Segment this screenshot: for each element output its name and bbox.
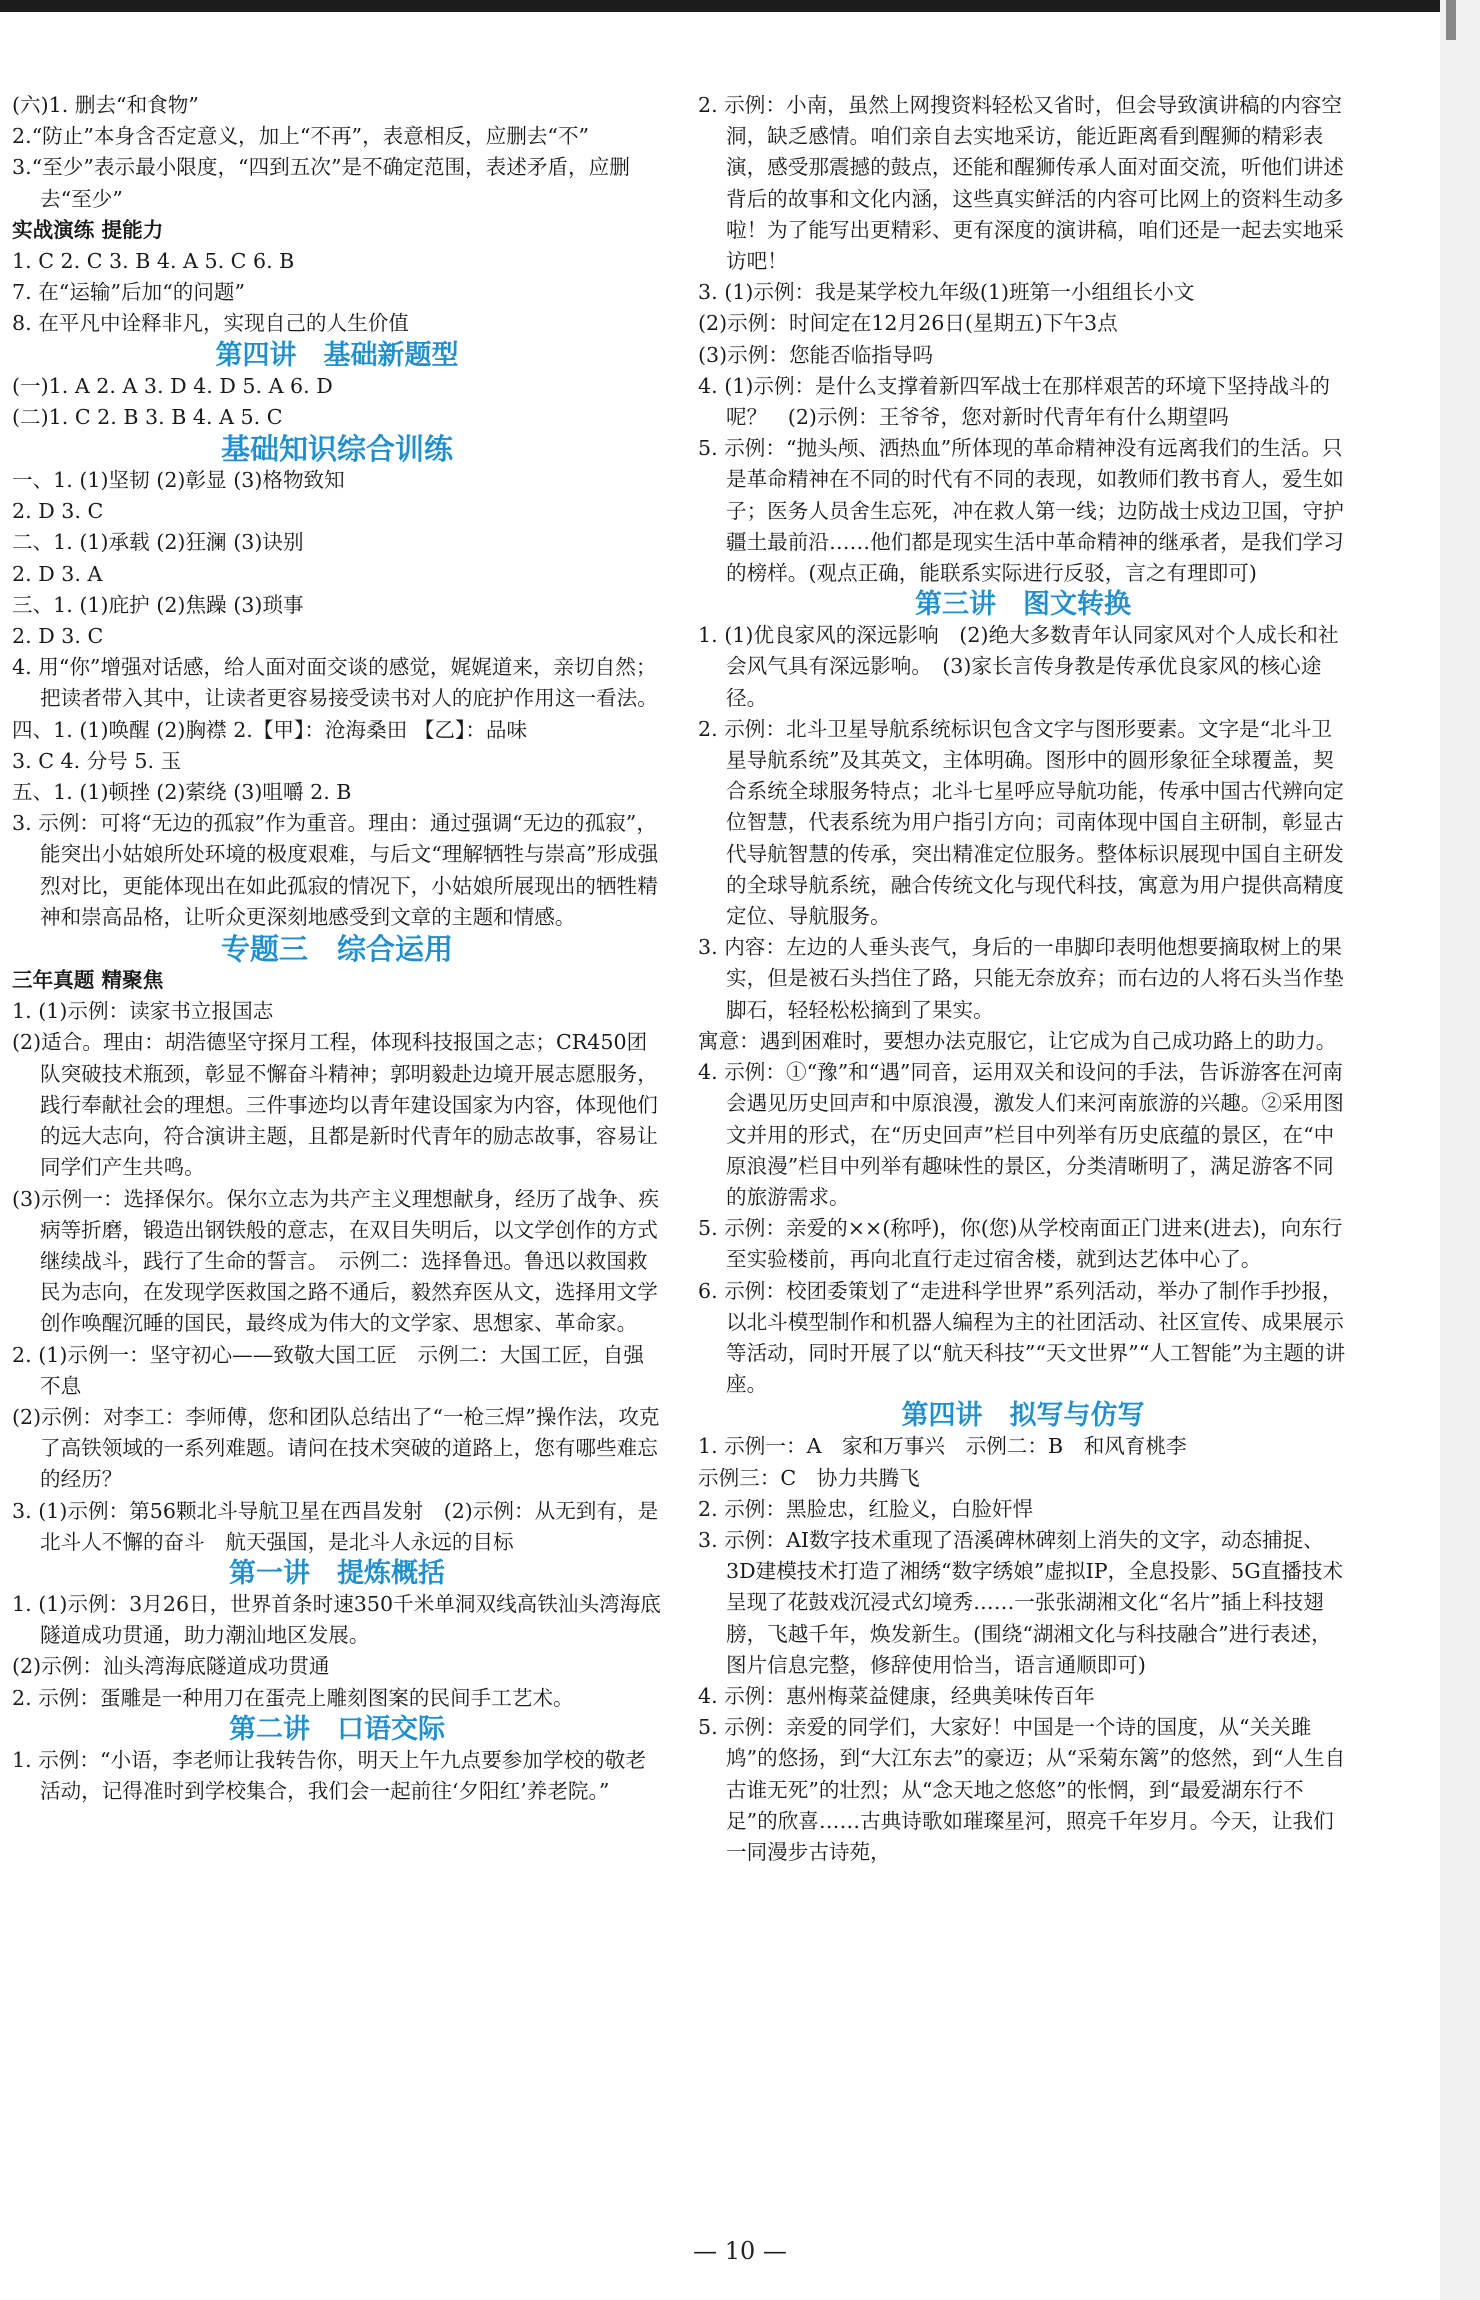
answer-line: 五、1. (1)顿挫 (2)萦绕 (3)咀嚼 2. B [12,780,352,805]
answer-line: 2. 示例：小南，虽然上网搜资料轻松又省时，但会导致演讲稿的内容空洞，缺乏感情。咱们亲自去实地采访，能近距离看到醒狮的精彩表演，感受那震撼的鼓点，还能和醒狮传承人面对面交流，听他们讲述背后的故事和文化内涵，这些真实鲜活的内容可比网上的资料生动多啦！为了能写出更精彩、更有深度的演讲稿，咱们还是一起去实地采访吧！ [698,93,1344,274]
answer-line: 6. 示例：校团委策划了“走进科学世界”系列活动，举办了制作手抄报，以北斗模型制作和机器人编程为主的社团活动、社区宣传、成果展示等活动，同时开展了以“航天科技”“天文世界”“人工智能”为主题的讲座。 [698,1278,1346,1397]
answer-line: 1. 示例一：A 家和万事兴 示例二：B 和风育桃李 [698,1434,1187,1459]
section-heading: 第三讲 图文转换 [915,589,1131,621]
answer-line: (2)示例：对李工：李师傅，您和团队总结出了“一枪三焊”操作法，攻克了高铁领域的一系列难题。请问在技术突破的道路上，您有哪些难忘的经历？ [12,1404,660,1492]
page-number: — 10 — [693,2237,787,2265]
answer-line: (2)示例：时间定在12月26日(星期五)下午3点 [698,311,1118,336]
edge-mark [1446,0,1456,40]
answer-line: 2. D 3. C [12,499,104,524]
answer-line: 5. 示例：亲爱的××(称呼)，你(您)从学校南面正门进来(进去)，向东行至实验楼前，再向北直行走过宿舍楼，就到达艺体中心了。 [698,1216,1343,1272]
subsection-heading: 三年真题 精聚焦 [12,968,164,993]
answer-line: 3. (1)示例：第56颗北斗导航卫星在西昌发射 (2)示例：从无到有，是北斗人不懈的奋斗 航天强国，是北斗人永远的目标 [12,1498,659,1554]
answer-line: 5. 示例：“抛头颅、洒热血”所体现的革命精神没有远离我们的生活。只是革命精神在不同的时代有不同的表现，如教师们教书育人，爱生如子；医务人员舍生忘死，冲在救人第一线；边防战士戍边卫国，守护疆土最前沿……他们都是现实生活中革命精神的继承者，是我们学习的榜样。(观点正确，能联系实际进行反驳，言之有理即可) [698,436,1344,586]
answer-line: 4. 示例：①“豫”和“遇”同音，运用双关和设问的手法，告诉游客在河南会遇见历史回声和中原浪漫，激发人们来河南旅游的兴趣。②采用图文并用的形式，在“历史回声”栏目中列举有历史底蕴的景区，在“中原浪漫”栏目中列举有趣味性的景区，分类清晰明了，满足游客不同的旅游需求。 [698,1060,1344,1209]
section-heading: 第一讲 提炼概括 [229,1557,445,1589]
answer-line: 三、1. (1)庇护 (2)焦躁 (3)琐事 [12,592,304,617]
answer-line: 3. 示例：可将“无边的孤寂”作为重音。理由：通过强调“无边的孤寂”，能突出小姑娘所处环境的极度艰难，与后文“理解牺牲与崇高”形成强烈对比，更能体现出在如此孤寂的情况下，小姑娘所展现出的牺牲精神和崇高品格，让听众更深刻地感受到文章的主题和情感。 [12,811,659,929]
left-column [12,90,662,1807]
answer-line: 2. 示例：蛋雕是一种用刀在蛋壳上雕刻图案的民间手工艺术。 [12,1685,574,1710]
answer-line: 3. 示例：AI数字技术重现了浯溪碑林碑刻上消失的文字，动态捕捉、3D建模技术打造了湘绣“数字绣娘”虚拟IP，全息投影、5G直播技术呈现了花鼓戏沉浸式幻境秀……一张张湖湘文化“名片”插上科技翅膀，飞越千年，焕发新生。(围绕“湖湘文化与科技融合”进行表述，图片信息完整，修辞使用恰当，语言通顺即可) [698,1527,1344,1677]
answer-line: 1. (1)优良家风的深远影响 (2)绝大多数青年认同家风对个人成长和社会风气具有深远影响。 (3)家长言传身教是传承优良家风的核心途径。 [698,623,1339,710]
answer-line: 3. (1)示例：我是某学校九年级(1)班第一小组组长小文 [698,280,1195,305]
right-column [698,90,1348,1868]
answer-line: 示例三：C 协力共腾飞 [698,1465,920,1490]
section-heading: 专题三 综合运用 [220,932,453,967]
answer-line: (2)示例：汕头湾海底隧道成功贯通 [12,1654,330,1679]
page-edge [1440,0,1480,2300]
section-heading: 基础知识综合训练 [220,432,453,467]
subsection-heading: 实战演练 提能力 [12,217,164,242]
answer-line: (2)适合。理由：胡浩德坚守探月工程，体现科技报国之志；CR450团队突破技术瓶颈，彰显不懈奋斗精神；郭明毅赴边境开展志愿服务，践行奉献社会的理想。三件事迹均以青年建设国家为内容，体现他们的远大志向，符合演讲主题，且都是新时代青年的励志故事，容易让同学们产生共鸣。 [12,1030,658,1180]
answer-line: 2. D 3. A [12,561,103,586]
answer-line: 1. C 2. C 3. B 4. A 5. C 6. B [12,249,295,274]
section-heading: 第四讲 拟写与仿写 [901,1400,1145,1432]
top-rule [0,0,1440,12]
answer-line: 1. (1)示例：读家书立报国志 [12,999,274,1024]
answer-line: 1. (1)示例：3月26日，世界首条时速350千米单洞双线高铁汕头湾海底隧道成功贯通，助力潮汕地区发展。 [12,1591,661,1648]
answer-line: 二、1. (1)承载 (2)狂澜 (3)诀别 [12,530,304,555]
answer-line: 3. 内容：左边的人垂头丧气，身后的一串脚印表明他想要摘取树上的果实，但是被石头挡住了路，只能无奈放弃；而右边的人将石头当作垫脚石，轻轻松松摘到了果实。 [698,935,1344,1022]
answer-line: (二)1. C 2. B 3. B 4. A 5. C [12,404,283,429]
section-heading: 第二讲 口语交际 [229,1713,445,1745]
answer-line: (一)1. A 2. A 3. D 4. D 5. A 6. D [12,373,333,398]
answer-line: (3)示例一：选择保尔。保尔立志为共产主义理想献身，经历了战争、疾病等折磨，锻造出钢铁般的意志，在双目失明后，以文学创作的方式继续战斗，践行了生命的誓言。 示例二：选择鲁迅。鲁迅以救国救民为志向，在发现学医救国之路不通后，毅然弃医从文，选择用文学创作唤醒沉睡的国民，最终成为伟大的文学家、思想家、革命家。 [12,1186,659,1336]
answer-line: 2. (1)示例一：坚守初心——致敬大国工匠 示例二：大国工匠，自强不息 [12,1342,644,1398]
answer-line: 8. 在平凡中诠释非凡，实现自己的人生价值 [12,311,409,336]
answer-line: 3.“至少”表示最小限度，“四到五次”是不确定范围，表述矛盾，应删去“至少” [12,155,630,211]
answer-line: 2. 示例：北斗卫星导航系统标识包含文字与图形要素。文字是“北斗卫星导航系统”及其英文，主体明确。图形中的圆形象征全球覆盖，契合系统全球服务特点；北斗七星呼应导航功能，传承中国古代辨向定位智慧，代表系统为用户指引方向；司南体现中国自主研制，彰显古代导航智慧的传承，突出精准定位服务。整体标识展现中国自主研发的全球导航系统，融合传统文化与现代科技，寓意为用户提供高精度定位、导航服务。 [698,716,1344,929]
answer-line: 4. (1)示例：是什么支撑着新四军战士在那样艰苦的环境下坚持战斗的呢？ (2)示例：王爷爷，您对新时代青年有什么期望吗 [698,373,1330,430]
answer-line: (3)示例：您能否临指导吗 [698,342,934,367]
answer-line: 4. 用“你”增强对话感，给人面对面交谈的感觉，娓娓道来，亲切自然；把读者带入其中，让读者更容易接受读书对人的庇护作用这一看法。 [12,655,658,711]
answer-line: 7. 在“运输”后加“的问题” [12,280,246,305]
answer-line: 一、1. (1)坚韧 (2)彰显 (3)格物致知 [12,468,345,493]
answer-line: 4. 示例：惠州梅菜益健康，经典美味传百年 [698,1683,1095,1708]
answer-line: 5. 示例：亲爱的同学们，大家好！中国是一个诗的国度，从“关关雎鸠”的悠扬，到“大江东去”的豪迈；从“采菊东篱”的悠然，到“人生自古谁无死”的壮烈；从“念天地之悠悠”的怅惘，到“最爱湖东行不足”的欣喜……古典诗歌如璀璨星河，照亮千年岁月。今天，让我们一同漫步古诗苑， [698,1715,1346,1864]
answer-line: 3. C 4. 分号 5. 玉 [12,748,182,773]
answer-line: 2. 示例：黑脸忠，红脸义，白脸奸悍 [698,1496,1034,1521]
answer-line: (六)1. 删去“和食物” [12,93,199,117]
answer-line: 2. D 3. C [12,624,104,649]
answer-line: 四、1. (1)唤醒 (2)胸襟 2.【甲】：沧海桑田 【乙】：品味 [12,717,528,742]
answer-line: 2.“防止”本身含否定意义，加上“不再”，表意相反，应删去“不” [12,124,590,149]
answer-line: 1. 示例：“小语，李老师让我转告你，明天上午九点要参加学校的敬老活动，记得准时到学校集合，我们会一起前往‘夕阳红’养老院。” [12,1747,646,1803]
section-heading: 第四讲 基础新题型 [215,339,459,371]
answer-line: 寓意：遇到困难时，要想办法克服它，让它成为自己成功路上的助力。 [698,1028,1337,1053]
